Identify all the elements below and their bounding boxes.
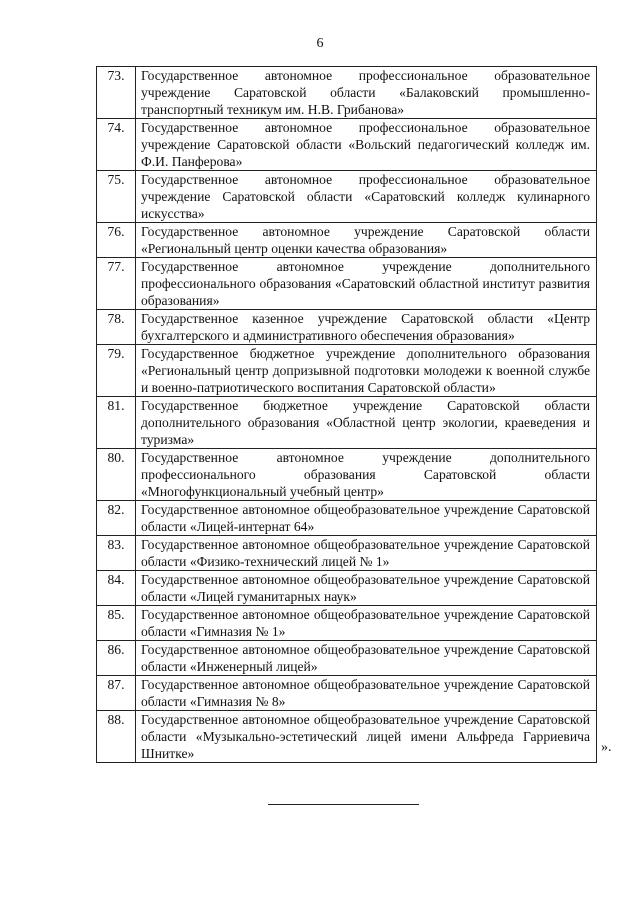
institution-name: Государственное автономное учреждение Саратовской области «Региональный центр оценки качества образования» bbox=[136, 223, 597, 258]
institution-name: Государственное автономное профессиональное образовательное учреждение Саратовской области «Саратовский колледж кулинарного искусства» bbox=[136, 171, 597, 223]
institution-name: Государственное казенное учреждение Саратовской области «Центр бухгалтерского и административного обеспечения образования» bbox=[136, 310, 597, 345]
table-row bbox=[97, 536, 597, 571]
institutions-table-body bbox=[97, 67, 597, 763]
table-row bbox=[97, 223, 597, 258]
row-number: 84. bbox=[97, 571, 136, 606]
institution-name: Государственное автономное общеобразовательное учреждение Саратовской области «Лицей гуманитарных наук» bbox=[136, 571, 597, 606]
row-number: 76. bbox=[97, 223, 136, 258]
row-number: 74. bbox=[97, 119, 136, 171]
row-number: 83. bbox=[97, 536, 136, 571]
closing-quote-mark: ». bbox=[601, 740, 612, 755]
row-number: 80. bbox=[97, 449, 136, 501]
table-row bbox=[97, 258, 597, 310]
institution-name: Государственное автономное общеобразовательное учреждение Саратовской области «Инженерный лицей» bbox=[136, 641, 597, 676]
institution-name: Государственное автономное общеобразовательное учреждение Саратовской области «Физико-технический лицей № 1» bbox=[136, 536, 597, 571]
table-row bbox=[97, 641, 597, 676]
row-number: 82. bbox=[97, 501, 136, 536]
table-row bbox=[97, 397, 597, 449]
institution-name: Государственное автономное общеобразовательное учреждение Саратовской области «Гимназия № 1» bbox=[136, 606, 597, 641]
row-number: 86. bbox=[97, 641, 136, 676]
table-row bbox=[97, 501, 597, 536]
table-row bbox=[97, 345, 597, 397]
table-row bbox=[97, 606, 597, 641]
row-number: 75. bbox=[97, 171, 136, 223]
institution-name: Государственное автономное профессиональное образовательное учреждение Саратовской области «Балаковский промышленно-транспортный техникум им. Н.В. Грибанова» bbox=[136, 67, 597, 119]
table-row bbox=[97, 310, 597, 345]
institution-name: Государственное автономное учреждение дополнительного профессионального образования «Саратовский областной институт развития образования» bbox=[136, 258, 597, 310]
table-row bbox=[97, 571, 597, 606]
row-number: 88. bbox=[97, 711, 136, 763]
row-number: 79. bbox=[97, 345, 136, 397]
institution-name: Государственное бюджетное учреждение дополнительного образования «Региональный центр допризывной подготовки молодежи к военной службе и военно-патриотического воспитания Саратовской области» bbox=[136, 345, 597, 397]
row-number: 78. bbox=[97, 310, 136, 345]
row-number: 87. bbox=[97, 676, 136, 711]
row-number: 77. bbox=[97, 258, 136, 310]
institution-name: Государственное автономное общеобразовательное учреждение Саратовской области «Музыкально-эстетический лицей имени Альфреда Гарриевича Шнитке» bbox=[136, 711, 597, 763]
page-number: 6 bbox=[316, 36, 324, 51]
institution-name: Государственное автономное общеобразовательное учреждение Саратовской области «Гимназия № 8» bbox=[136, 676, 597, 711]
row-number: 81. bbox=[97, 397, 136, 449]
row-number: 85. bbox=[97, 606, 136, 641]
table-row bbox=[97, 449, 597, 501]
table-row bbox=[97, 67, 597, 119]
table-row bbox=[97, 676, 597, 711]
row-number: 73. bbox=[97, 67, 136, 119]
institutions-table bbox=[96, 66, 597, 763]
institution-name: Государственное автономное профессиональное образовательное учреждение Саратовской области «Вольский педагогический колледж им. Ф.И. Панферова» bbox=[136, 119, 597, 171]
institution-name: Государственное автономное учреждение дополнительного профессионального образования Саратовской области «Многофункциональный учебный центр» bbox=[136, 449, 597, 501]
institution-name: Государственное автономное общеобразовательное учреждение Саратовской области «Лицей-интернат 64» bbox=[136, 501, 597, 536]
table-row bbox=[97, 711, 597, 763]
table-row bbox=[97, 119, 597, 171]
table-row bbox=[97, 171, 597, 223]
footer-divider-line bbox=[268, 804, 419, 805]
institution-name: Государственное бюджетное учреждение Саратовской области дополнительного образования «Областной центр экологии, краеведения и туризма» bbox=[136, 397, 597, 449]
